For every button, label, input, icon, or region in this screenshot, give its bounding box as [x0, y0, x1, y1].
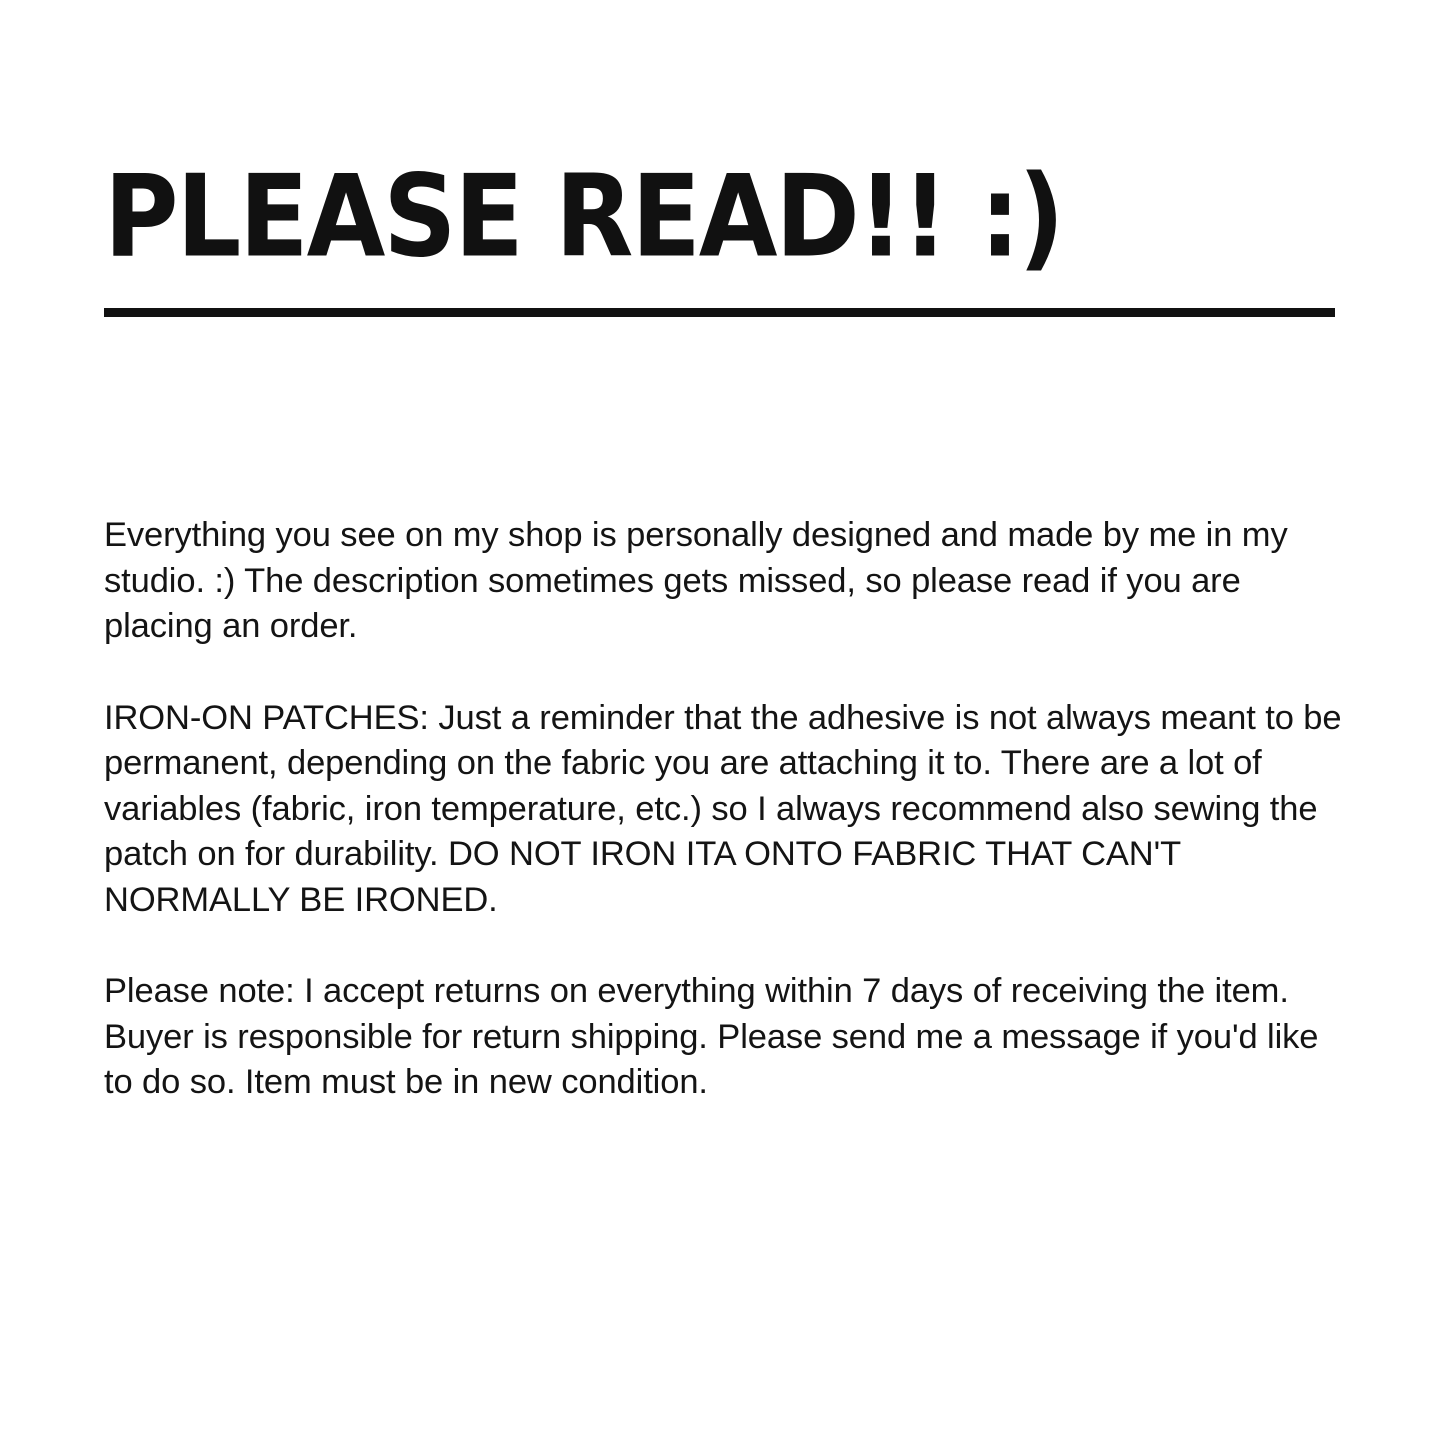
title-divider — [104, 308, 1335, 317]
page-title: PLEASE READ!! :) — [104, 150, 1063, 283]
paragraph-iron-on-patches: IRON-ON PATCHES: Just a reminder that the adhesive is not always meant to be permanent, depending on the fabric you are attaching it to. There are a lot of variables (fabric, iron temperature, etc.) so I always recommend also sewing the patch on for durability. DO NOT IRON ITA ONTO FABRIC THAT CAN'T NORMALLY BE IRONED. — [104, 698, 1342, 919]
document-content — [104, 150, 1342, 1106]
paragraph-shop-info: Everything you see on my shop is personally designed and made by me in my studio. :) The description sometimes gets missed, so please read if you are placing an order. — [104, 516, 1288, 646]
body-text — [104, 513, 1344, 1106]
paragraph-returns-policy: Please note: I accept returns on everything within 7 days of receiving the item. Buyer is responsible for return shipping. Please send me a message if you'd like to do so. Item must be in new condition. — [104, 972, 1319, 1102]
